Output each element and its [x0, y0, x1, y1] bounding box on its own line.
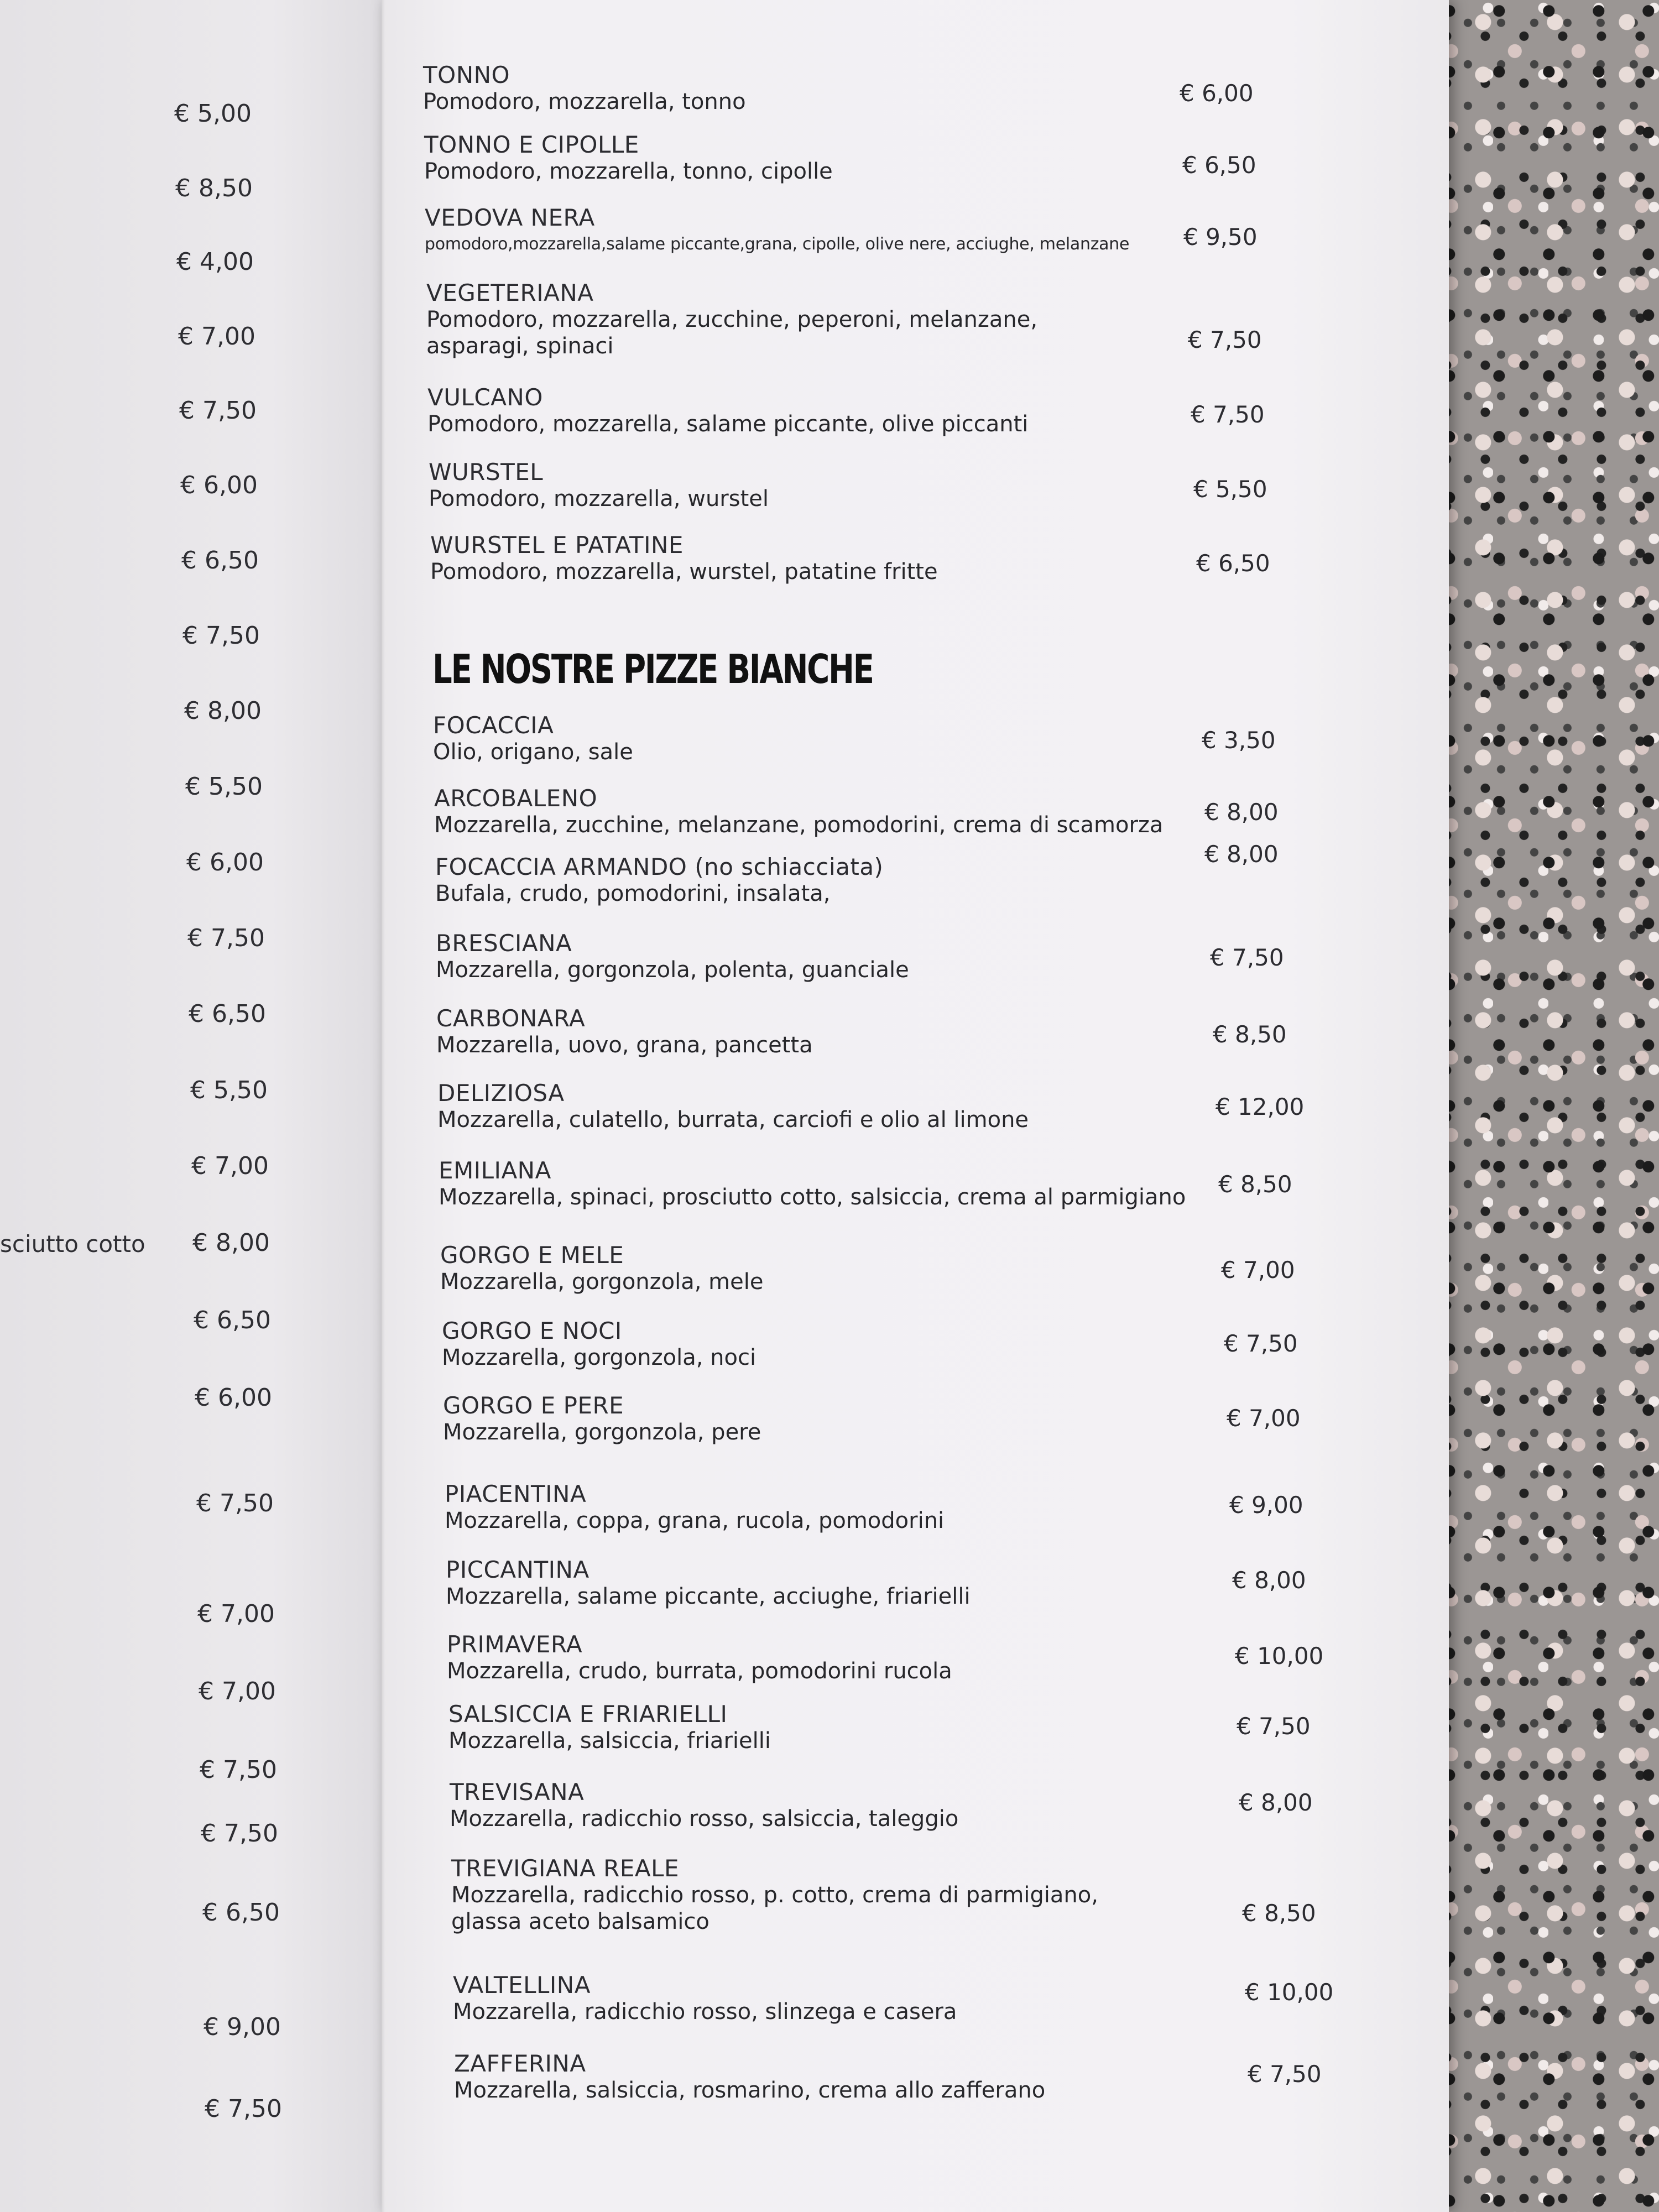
- item-price: € 8,00: [1204, 841, 1279, 868]
- item-name: ARCOBALENO: [434, 785, 598, 812]
- menu-item: [434, 785, 1163, 838]
- left-price: € 5,50: [190, 1076, 268, 1104]
- menu-item: [446, 1557, 971, 1610]
- item-name: GORGO E PERE: [443, 1392, 624, 1419]
- left-price: € 8,50: [175, 174, 253, 202]
- menu-item: [436, 930, 909, 983]
- item-name: TREVIGIANA REALE: [451, 1855, 680, 1882]
- menu-item: [426, 280, 1037, 359]
- left-price: € 7,50: [179, 397, 257, 425]
- item-price: € 8,00: [1232, 1567, 1306, 1594]
- item-price: € 8,50: [1218, 1171, 1292, 1198]
- left-price: € 7,50: [205, 2095, 282, 2123]
- item-price: € 7,50: [1237, 1713, 1311, 1740]
- item-name: EMILIANA: [439, 1157, 551, 1184]
- item-name: TREVISANA: [450, 1778, 585, 1806]
- left-price: € 5,00: [174, 100, 252, 128]
- item-ingredients: Pomodoro, mozzarella, tonno: [423, 89, 746, 114]
- left-price: € 6,00: [180, 471, 258, 499]
- item-name: WURSTEL E PATATINE: [430, 531, 684, 559]
- item-ingredients: pomodoro,mozzarella,salame piccante,grana, cipolle, olive nere, acciughe, melanzane: [425, 234, 1130, 254]
- menu-item: [443, 1392, 761, 1446]
- item-name: ZAFFERINA: [454, 2050, 586, 2077]
- item-name: FOCACCIA: [433, 712, 554, 739]
- menu-item: [439, 1157, 1186, 1211]
- item-price: € 10,00: [1245, 1979, 1334, 2006]
- left-price: € 7,50: [201, 1819, 278, 1848]
- left-cut-description: sciutto cotto: [0, 1230, 145, 1258]
- menu-item: [435, 854, 883, 907]
- menu-item: [451, 1855, 1098, 1935]
- item-name: PRIMAVERA: [447, 1631, 583, 1658]
- item-price: € 7,50: [1248, 2060, 1322, 2088]
- item-ingredients: Mozzarella, coppa, grana, rucola, pomodorini: [445, 1508, 945, 1533]
- item-price: € 3,50: [1202, 727, 1276, 754]
- item-ingredients: Pomodoro, mozzarella, zucchine, peperoni, melanzane,: [426, 307, 1038, 332]
- item-name: VEGETERIANA: [426, 279, 594, 306]
- menu-item: [433, 712, 633, 765]
- item-name: VEDOVA NERA: [425, 204, 595, 231]
- item-name: GORGO E NOCI: [442, 1317, 622, 1344]
- item-ingredients: Mozzarella, spinaci, prosciutto cotto, salsiccia, crema al parmigiano: [439, 1185, 1186, 1210]
- menu-item: [440, 1242, 763, 1295]
- item-name: SALSICCIA E FRIARIELLI: [448, 1700, 728, 1728]
- item-name: WURSTEL: [429, 458, 544, 486]
- item-price: € 6,50: [1196, 550, 1270, 577]
- item-ingredients: Mozzarella, uovo, grana, pancetta: [436, 1032, 813, 1058]
- menu-item: [442, 1318, 756, 1371]
- left-price: € 7,00: [178, 322, 255, 351]
- item-name: TONNO: [423, 61, 510, 88]
- menu-item: [423, 62, 746, 115]
- left-price: € 7,00: [197, 1600, 275, 1628]
- menu-item: [436, 1005, 813, 1058]
- item-ingredients: Mozzarella, gorgonzola, mele: [440, 1269, 764, 1295]
- item-ingredients: Pomodoro, mozzarella, tonno, cipolle: [424, 159, 833, 184]
- section-title-pizze-bianche: LE NOSTRE PIZZE BIANCHE: [432, 646, 873, 692]
- menu-item: [447, 1631, 952, 1684]
- left-price: € 7,50: [187, 924, 265, 952]
- left-price: € 6,50: [189, 1000, 266, 1028]
- item-name: FOCACCIA ARMANDO (no schiacciata): [435, 853, 884, 880]
- item-ingredients: Mozzarella, radicchio rosso, salsiccia, taleggio: [450, 1806, 959, 1832]
- left-price: € 7,50: [196, 1489, 274, 1517]
- item-price: € 7,50: [1224, 1330, 1298, 1357]
- left-price: € 6,50: [181, 546, 259, 575]
- item-ingredients: Mozzarella, radicchio rosso, p. cotto, crema di parmigiano,: [451, 1882, 1098, 1908]
- item-ingredients: Mozzarella, zucchine, melanzane, pomodorini, crema di scamorza: [434, 812, 1164, 838]
- item-ingredients: Mozzarella, salame piccante, acciughe, friarielli: [446, 1584, 971, 1609]
- left-price: € 6,50: [202, 1898, 280, 1927]
- item-price: € 7,50: [1210, 944, 1284, 971]
- left-price: € 5,50: [185, 773, 263, 801]
- item-ingredients: Mozzarella, crudo, burrata, pomodorini rucola: [447, 1658, 952, 1684]
- left-price: € 8,00: [184, 697, 262, 725]
- item-ingredients: Mozzarella, radicchio rosso, slinzega e casera: [453, 1999, 957, 2025]
- left-price: € 7,50: [200, 1756, 277, 1784]
- item-name: VULCANO: [427, 384, 543, 411]
- item-ingredients: Mozzarella, salsiccia, friarielli: [448, 1728, 771, 1754]
- item-name: VALTELLINA: [453, 1971, 591, 1999]
- item-price: € 8,50: [1213, 1021, 1287, 1048]
- item-price: € 7,50: [1188, 326, 1262, 353]
- item-name: TONNO E CIPOLLE: [424, 131, 639, 158]
- item-price: € 5,50: [1193, 476, 1267, 503]
- item-price: € 7,00: [1227, 1405, 1301, 1432]
- menu-item: [427, 384, 1028, 437]
- item-name: GORGO E MELE: [440, 1241, 624, 1269]
- item-price: € 8,50: [1242, 1900, 1316, 1927]
- item-price: € 10,00: [1235, 1642, 1324, 1670]
- item-price: € 6,00: [1180, 80, 1254, 107]
- menu-item: [450, 1779, 958, 1832]
- menu-item: [437, 1080, 1029, 1133]
- item-price: € 6,50: [1182, 152, 1256, 179]
- left-price: € 7,00: [199, 1677, 276, 1705]
- item-price: € 8,00: [1239, 1789, 1313, 1816]
- page-fold: [382, 0, 385, 2212]
- item-ingredients: Pomodoro, mozzarella, wurstel, patatine fritte: [430, 559, 938, 585]
- left-price: € 6,00: [186, 848, 264, 877]
- item-ingredients: Mozzarella, gorgonzola, pere: [443, 1420, 761, 1445]
- left-price: € 6,00: [195, 1384, 272, 1412]
- left-price: € 7,00: [191, 1152, 269, 1180]
- menu-item: [445, 1481, 944, 1534]
- item-name: DELIZIOSA: [437, 1079, 565, 1107]
- left-price: € 6,50: [194, 1306, 271, 1334]
- item-price: € 9,00: [1229, 1491, 1303, 1519]
- left-price: € 7,50: [182, 622, 260, 650]
- menu-item: [429, 459, 769, 512]
- item-ingredients: Mozzarella, salsiccia, rosmarino, crema allo zafferano: [454, 2078, 1046, 2103]
- item-ingredients: Mozzarella, gorgonzola, noci: [442, 1345, 757, 1370]
- menu-item: [425, 205, 1129, 258]
- item-ingredients: Bufala, crudo, pomodorini, insalata,: [435, 881, 831, 906]
- item-price: € 7,50: [1191, 401, 1265, 428]
- menu-item: [430, 532, 938, 585]
- menu-item: [453, 1972, 957, 2025]
- item-name: CARBONARA: [436, 1005, 586, 1032]
- item-price: € 7,00: [1221, 1256, 1295, 1284]
- left-price: € 8,00: [192, 1229, 270, 1257]
- item-ingredients: Pomodoro, mozzarella, wurstel: [429, 486, 769, 512]
- item-ingredients: Mozzarella, gorgonzola, polenta, guanciale: [436, 957, 909, 983]
- item-ingredients: Pomodoro, mozzarella, salame piccante, olive piccanti: [427, 411, 1029, 437]
- left-price: € 9,00: [204, 2013, 281, 2041]
- item-price: € 12,00: [1215, 1093, 1305, 1120]
- menu-item: [454, 2051, 1045, 2104]
- item-name: PICCANTINA: [446, 1556, 589, 1583]
- left-price: € 4,00: [176, 248, 254, 276]
- item-name: PIACENTINA: [445, 1480, 587, 1507]
- menu-item: [424, 132, 833, 185]
- item-price: € 9,50: [1183, 223, 1258, 251]
- item-ingredients: Mozzarella, culatello, burrata, carciofi e olio al limone: [437, 1107, 1029, 1133]
- item-price: € 8,00: [1204, 799, 1279, 826]
- item-ingredients: Olio, origano, sale: [433, 739, 633, 765]
- item-ingredients-continued: glassa aceto balsamico: [451, 1909, 709, 1934]
- menu-item: [448, 1701, 771, 1754]
- item-name: BRESCIANA: [436, 930, 572, 957]
- item-ingredients-continued: asparagi, spinaci: [426, 333, 614, 359]
